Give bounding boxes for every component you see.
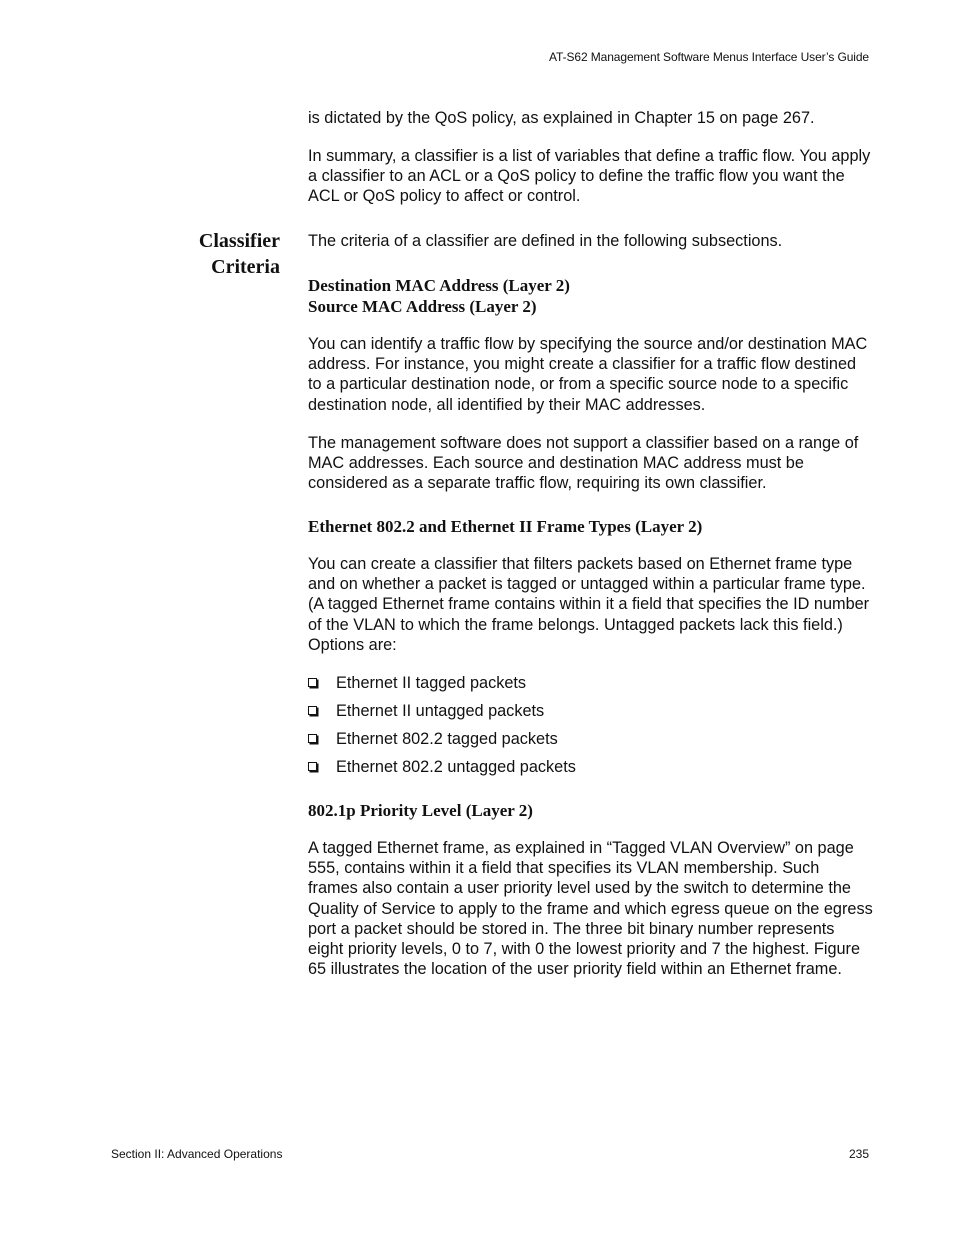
square-bullet-icon <box>308 762 317 771</box>
list-item-text: Ethernet II untagged packets <box>336 702 545 720</box>
footer-page-number: 235 <box>848 1147 869 1161</box>
section-heading-line-2: Criteria <box>211 256 280 278</box>
mac-subheading-source: Source MAC Address (Layer 2) <box>308 297 537 316</box>
priority-subheading: 802.1p Priority Level (Layer 2) <box>308 801 533 820</box>
list-item-text: Ethernet II tagged packets <box>336 674 527 692</box>
list-item <box>308 701 873 729</box>
section-heading <box>199 228 280 280</box>
priority-paragraph: A tagged Ethernet frame, as explained in “Tagged VLAN Overview” on page 555, contains within it a field that specifies its VLAN membership. Such frames also contain a user priority level used by the switch to determine the Quality of Service to apply to the frame and which egress queue on the egress port a packet should be stored in. The three bit binary number represents eight priority levels, 0 to 7, with 0 the lowest priority and 7 the highest. Figure 65 illustrates the location of the user priority field within an Ethernet frame. <box>308 839 873 979</box>
list-item <box>308 757 873 785</box>
mac-paragraph-2: The management software does not support a classifier based on a range of MAC addresses. Each source and destination MAC address must be considered as a separate traffic flow, requiring its own classifier. <box>308 434 859 493</box>
frame-types-paragraph: You can create a classifier that filters packets based on Ethernet frame type and on whether a packet is tagged or untagged within a particular frame type. (A tagged Ethernet frame contains within it a field that specifies the ID number of the VLAN to which the frame belongs. Untagged packets lack this field.) Options are: <box>308 555 870 654</box>
list-item-text: Ethernet 802.2 tagged packets <box>336 730 558 748</box>
square-bullet-icon <box>308 678 317 687</box>
square-bullet-icon <box>308 706 317 715</box>
frame-type-options-list <box>308 673 873 785</box>
list-item-text: Ethernet 802.2 untagged packets <box>336 758 576 776</box>
mac-paragraph-1: You can identify a traffic flow by specifying the source and/or destination MAC address. For instance, you might create a classifier for a traffic flow destined to a particular destination node, or from a specific source node to a specific destination node, all identified by their MAC addresses. <box>308 335 868 414</box>
mac-subheading <box>308 275 873 317</box>
mac-subheading-destination: Destination MAC Address (Layer 2) <box>308 276 570 295</box>
list-item <box>308 729 873 757</box>
footer-section-label: Section II: Advanced Operations <box>111 1147 283 1161</box>
section-heading-line-1: Classifier <box>198 230 280 252</box>
intro-paragraph-2: In summary, a classifier is a list of variables that define a traffic flow. You apply a classifier to an ACL or a QoS policy to define the traffic flow you want the ACL or QoS policy to affect or control. <box>308 147 871 206</box>
frame-types-subheading: Ethernet 802.2 and Ethernet II Frame Types (Layer 2) <box>308 517 703 536</box>
running-header: AT-S62 Management Software Menus Interface User’s Guide <box>549 50 869 64</box>
list-item <box>308 673 873 701</box>
square-bullet-icon <box>308 734 317 743</box>
section-lead-paragraph: The criteria of a classifier are defined in the following subsections. <box>308 232 783 250</box>
intro-paragraph-1: is dictated by the QoS policy, as explained in Chapter 15 on page 267. <box>308 109 815 127</box>
